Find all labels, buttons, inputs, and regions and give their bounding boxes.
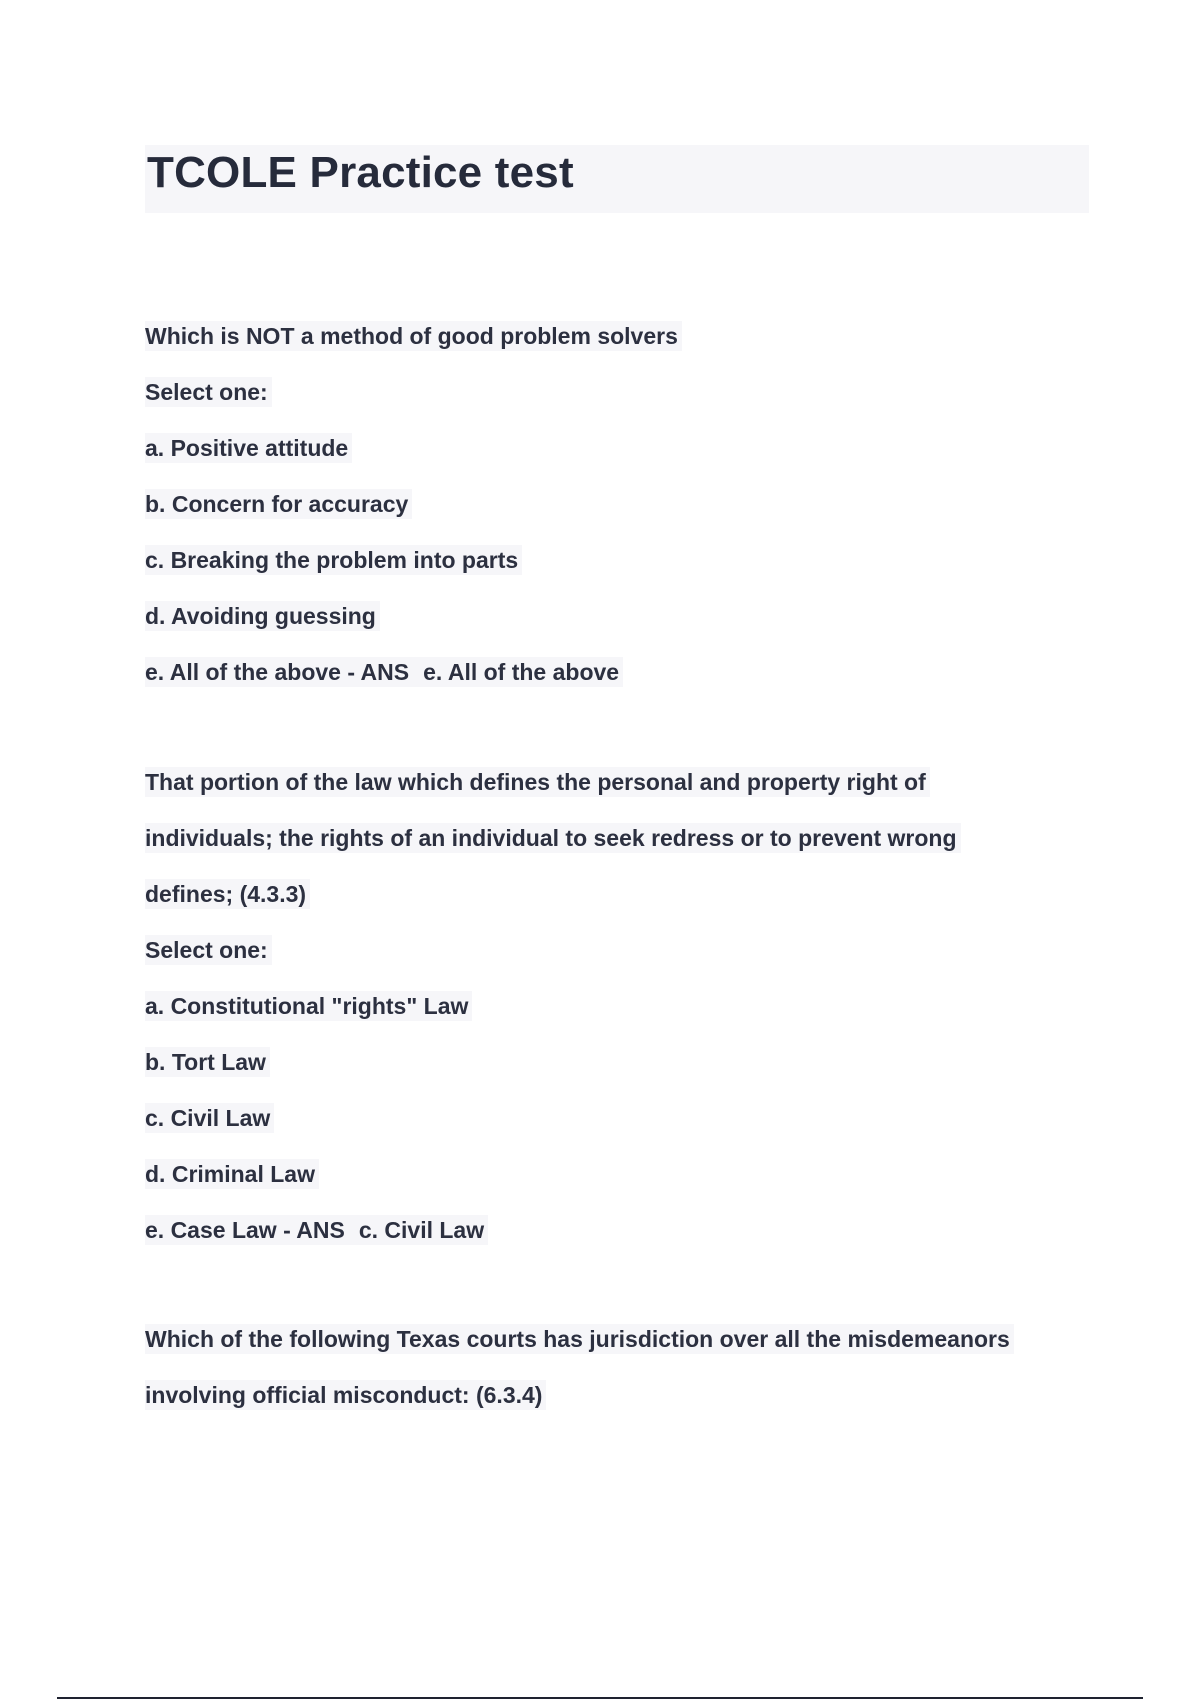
option-e-with-answer bbox=[145, 1214, 1095, 1270]
answer-marker: - ANS bbox=[283, 1217, 345, 1243]
question-text-line: Which is NOT a method of good problem solvers bbox=[145, 320, 1095, 376]
option-b: b. Tort Law bbox=[145, 1046, 1095, 1102]
question-1 bbox=[145, 320, 1095, 712]
option-b: b. Concern for accuracy bbox=[145, 488, 1095, 544]
option-d: d. Criminal Law bbox=[145, 1158, 1095, 1214]
question-text-line: individuals; the rights of an individual to seek redress or to prevent wrong bbox=[145, 822, 1095, 878]
option-a: a. Positive attitude bbox=[145, 432, 1095, 488]
select-prompt: Select one: bbox=[145, 934, 1095, 990]
option-a: a. Constitutional "rights" Law bbox=[145, 990, 1095, 1046]
question-text-line: That portion of the law which defines the personal and property right of bbox=[145, 766, 1095, 822]
question-text-line: defines; (4.3.3) bbox=[145, 878, 1095, 934]
question-2 bbox=[145, 766, 1095, 1270]
question-3 bbox=[145, 1323, 1095, 1435]
question-text-line: Which of the following Texas courts has jurisdiction over all the misdemeanors bbox=[145, 1323, 1095, 1379]
answer-marker: - ANS bbox=[347, 659, 410, 685]
option-d: d. Avoiding guessing bbox=[145, 600, 1095, 656]
option-e: e. Case Law bbox=[145, 1217, 277, 1243]
page-title: TCOLE Practice test bbox=[147, 148, 574, 197]
footer-divider bbox=[57, 1697, 1143, 1699]
answer-text: c. Civil Law bbox=[358, 1217, 485, 1243]
question-text-line: involving official misconduct: (6.3.4) bbox=[145, 1379, 1095, 1435]
option-e-with-answer bbox=[145, 656, 1095, 712]
option-c: c. Breaking the problem into parts bbox=[145, 544, 1095, 600]
answer-text: e. All of the above bbox=[423, 659, 620, 685]
option-c: c. Civil Law bbox=[145, 1102, 1095, 1158]
option-e: e. All of the above bbox=[145, 659, 341, 685]
select-prompt: Select one: bbox=[145, 376, 1095, 432]
